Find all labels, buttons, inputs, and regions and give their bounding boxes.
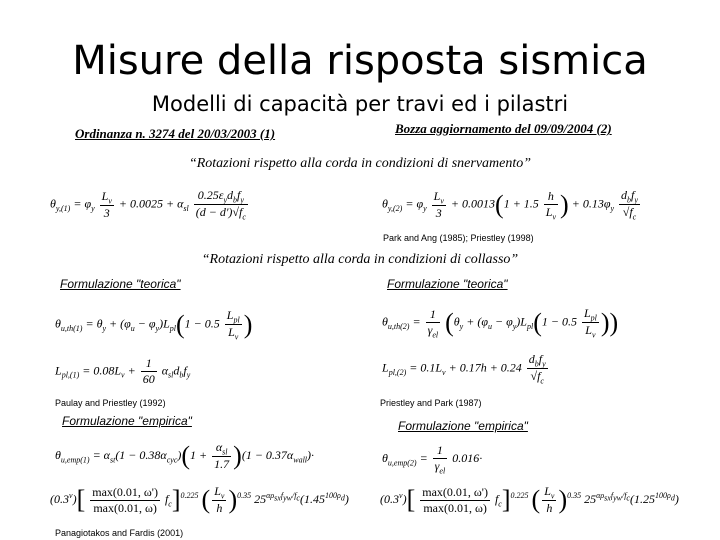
formula-yield-1: $\theta_{y,(1)} = \varphi_y$ $\frac{L_v}{3}$ + $0.0025 + \alpha_{sl}$ $\frac{0.25\varepsilon_yd_bf_y}{(d - d')√f_c}$ xyxy=(50,188,246,222)
citation-panagiotakos: Panagiotakos and Fardis (2001) xyxy=(55,528,184,538)
formula-collapse-theoretical-2: $\theta_{u,th(2)}$ = $\frac{1}{\gamma_{el}}$ ($\theta_y + (\varphi_u - \varphi_y)L_{pl}(1 - 0.5$ $\frac{L_{pl}}{L_v}$ )) xyxy=(382,306,619,340)
formula-yield-2: $\theta_{y,(2)} = \varphi_y$ $\frac{L_v}{3}$ + 0.0013(1 + 1.5 $\frac{h}{L_v}$ ) + $0.13\varphi_y$ $\frac{d_bf_y}{√f_c}$ xyxy=(382,188,638,222)
formula-collapse-empirical-2: $\theta_{u,emp(2)}$ = $\frac{1}{\gamma_{el}}$ 0.016· xyxy=(382,443,483,476)
formula-plastic-hinge-2: $L_{pl,(2)} = 0.1L_v + 0.17h + 0.24$ $\frac{d_bf_y}{√f_c}$ xyxy=(382,352,546,386)
reference-ordinanza: Ordinanza n. 3274 del 20/03/2003 (1) xyxy=(75,126,276,141)
citation-park-priestley: Park and Ang (1985); Priestley (1998) xyxy=(383,233,534,243)
slide-subtitle: Modelli di capacità per travi ed i pilastri xyxy=(151,92,569,116)
label-empirica-right: Formulazione "empirica" xyxy=(398,419,528,433)
section-yield-heading: “Rotazioni rispetto alla corda in condizioni di snervamento” xyxy=(188,156,532,171)
citation-priestley-park: Priestley and Park (1987) xyxy=(380,398,482,408)
label-empirica-left: Formulazione "empirica" xyxy=(62,414,192,428)
label-teorica-left: Formulazione "teorica" xyxy=(60,277,181,291)
formula-plastic-hinge-1: $L_{pl,(1)} = 0.08L_v$ + $\frac{1}{60}$ $\alpha_{sl}d_bf_y$ xyxy=(55,356,191,386)
slide-title: Misure della risposta sismica xyxy=(72,38,648,84)
formula-empirical-factor-1: $(0.3^\nu)$[ $\frac{\max(0.01, \omega')}{\max(0.01, \omega)}$ $f_c]^{0.225}$ ( $\frac{L_v}{h}$ )$^{0.35}$ $25^{\alpha\rho_{sx}f_{yw}/f_c}(1.45^{100\rho_d})$ xyxy=(50,484,349,516)
reference-bozza: Bozza aggiornamento del 09/09/2004 (2) xyxy=(395,121,612,136)
formula-empirical-factor-2: $(0.3^\nu)$[ $\frac{\max(0.01, \omega')}{\max(0.01, \omega)}$ $f_c]^{0.225}$ ( $\frac{L_v}{h}$ )$^{0.35}$ $25^{\alpha\rho_{sx}f_{yw}/f_c}(1.25^{100\rho_d})$ xyxy=(380,484,679,516)
label-teorica-right: Formulazione "teorica" xyxy=(387,277,508,291)
section-collapse-heading: “Rotazioni rispetto alla corda in condizioni di collasso” xyxy=(201,252,519,267)
formula-collapse-empirical-1: $\theta_{u,emp(1)} = \alpha_{st}(1 - 0.38\alpha_{cyc})(1$ + $\frac{\alpha_{sl}}{1.7}$ )$(1 - 0.37\alpha_{wall})\cdot$ xyxy=(55,440,315,472)
citation-paulay: Paulay and Priestley (1992) xyxy=(55,398,166,408)
formula-collapse-theoretical-1: $\theta_{u,th(1)} = \theta_y + (\varphi_u - \varphi_y)L_{pl}(1 - 0.5$ $\frac{L_{pl}}{L_v}$ ) xyxy=(55,308,253,342)
